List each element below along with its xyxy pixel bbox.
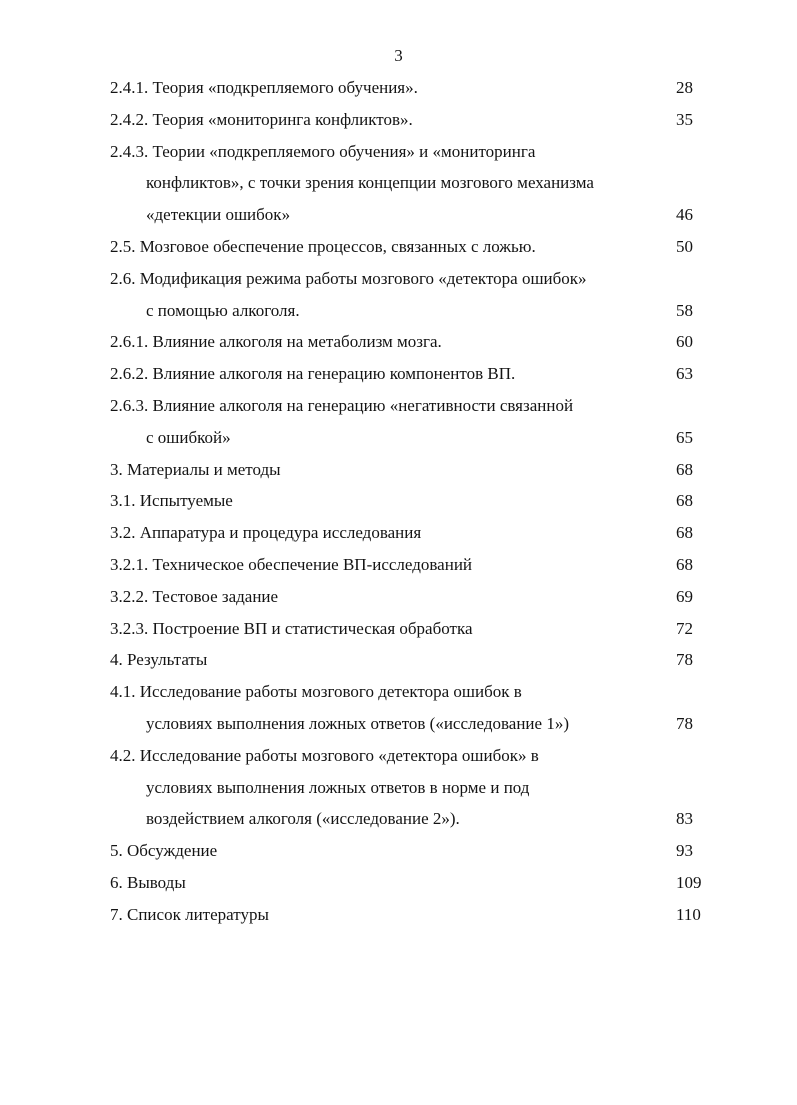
toc-entry-page: 68 xyxy=(676,554,693,574)
toc-entry-title: 3.1. Испытуемые xyxy=(110,491,233,511)
toc-entry xyxy=(110,517,716,549)
toc-entry-page: 69 xyxy=(676,586,693,606)
toc-entry-page: 35 xyxy=(676,109,693,129)
toc-entry-title: 5. Обсуждение xyxy=(110,841,218,861)
toc-entry-page: 50 xyxy=(676,236,693,256)
toc-entry-title-continued: конфликтов», с точки зрения концепции мозгового механизма xyxy=(146,173,594,193)
toc-entry-title: 4. Результаты xyxy=(110,650,208,670)
toc-entry-page: 68 xyxy=(676,491,693,511)
toc-entry-title: 3.2.2. Тестовое задание xyxy=(110,586,279,606)
toc-entry-page: 83 xyxy=(676,809,693,829)
toc-entry xyxy=(110,581,716,613)
toc-entry-title: 3.2. Аппаратура и процедура исследования xyxy=(110,523,422,543)
toc-entry xyxy=(110,390,716,454)
toc-entry xyxy=(110,613,716,645)
toc-entry xyxy=(110,454,716,486)
toc-entry-title: 2.6.2. Влияние алкоголя на генерацию компонентов ВП. xyxy=(110,364,516,384)
toc-entry-title: 3.2.3. Построение ВП и статистическая обработка xyxy=(110,618,473,638)
toc-entry-page: 63 xyxy=(676,364,693,384)
toc-entry-title-continued: с ошибкой» xyxy=(146,427,231,447)
toc-entry-title: 2.6.1. Влияние алкоголя на метаболизм мозга. xyxy=(110,332,442,352)
toc-entry xyxy=(110,72,716,104)
toc-entry-title: 6. Выводы xyxy=(110,872,186,892)
toc-entry-page: 109 xyxy=(676,872,702,892)
toc-entry-page: 46 xyxy=(676,205,693,225)
page-number: 3 xyxy=(394,46,403,65)
toc-entry xyxy=(110,263,716,327)
toc-entry-title: 2.4.2. Теория «мониторинга конфликтов». xyxy=(110,109,413,129)
toc-entry xyxy=(110,136,716,231)
toc-entry xyxy=(110,676,716,740)
toc-entry-page: 78 xyxy=(676,650,693,670)
toc-entry-title-continued: с помощью алкоголя. xyxy=(146,300,300,320)
toc-entry-page: 72 xyxy=(676,618,693,638)
toc-entry-title: 3.2.1. Техническое обеспечение ВП-исследований xyxy=(110,554,473,574)
toc-entry-title: 2.5. Мозговое обеспечение процессов, связанных с ложью. xyxy=(110,236,536,256)
toc-entry-page: 60 xyxy=(676,332,693,352)
toc-entry-title: 4.2. Исследование работы мозгового «детектора ошибок» в xyxy=(110,745,539,765)
toc-entry-title-continued: воздействием алкоголя («исследование 2»). xyxy=(146,809,460,829)
toc-entry xyxy=(110,358,716,390)
toc-entry-title-continued: условиях выполнения ложных ответов в норме и под xyxy=(146,777,530,797)
toc-entry-title: 3. Материалы и методы xyxy=(110,459,281,479)
toc-entry-title-continued: «детекции ошибок» xyxy=(146,205,291,225)
toc-entry-title: 2.6. Модификация режима работы мозгового «детектора ошибок» xyxy=(110,268,587,288)
toc-entry-page: 58 xyxy=(676,300,693,320)
toc-entry-page: 68 xyxy=(676,523,693,543)
toc-entry xyxy=(110,485,716,517)
toc-entry xyxy=(110,104,716,136)
toc-entry-title-continued: условиях выполнения ложных ответов («исследование 1») xyxy=(146,713,569,733)
toc-entry-page: 78 xyxy=(676,713,693,733)
toc-entry-page: 28 xyxy=(676,78,693,97)
toc-entry xyxy=(110,644,716,676)
toc-entry-title: 2.6.3. Влияние алкоголя на генерацию «негативности связанной xyxy=(110,395,574,415)
toc-entry xyxy=(110,835,716,867)
toc-entry-page: 65 xyxy=(676,427,693,447)
toc-entry-title: 2.4.3. Теории «подкрепляемого обучения» и «мониторинга xyxy=(110,141,536,161)
toc-entry-title: 4.1. Исследование работы мозгового детектора ошибок в xyxy=(110,682,522,702)
toc-entry xyxy=(110,867,716,899)
toc-entry-page: 110 xyxy=(676,904,701,924)
toc-entry xyxy=(110,549,716,581)
toc-entry-page: 93 xyxy=(676,841,693,861)
table-of-contents xyxy=(110,72,716,931)
toc-entry-page: 68 xyxy=(676,459,693,479)
toc-entry-title: 2.4.1. Теория «подкрепляемого обучения». xyxy=(110,78,418,97)
toc-entry-title: 7. Список литературы xyxy=(110,904,269,924)
toc-entry xyxy=(110,231,716,263)
toc-entry xyxy=(110,326,716,358)
toc-entry xyxy=(110,899,716,931)
toc-entry xyxy=(110,740,716,835)
